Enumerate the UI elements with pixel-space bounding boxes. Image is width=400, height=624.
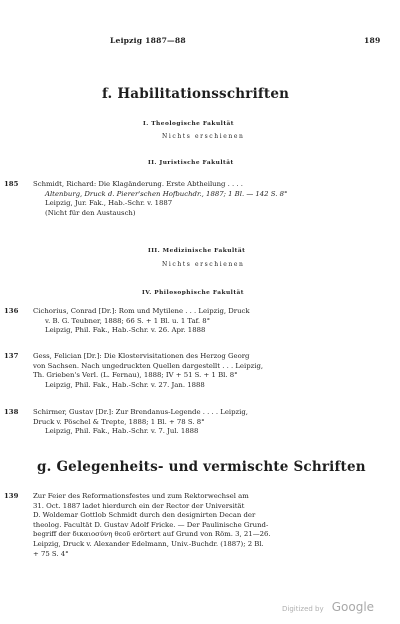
theology-nothing-published: Nichts erschienen <box>162 133 245 140</box>
entry-line: Leipzig, Jur. Fak., Hab.-Schr. v. 1887 <box>45 199 173 208</box>
medicine-nothing-published: Nichts erschienen <box>162 261 245 268</box>
entry-line: v. B. G. Teubner, 1888; 66 S. + 1 Bl. u. 1 Taf. 8° <box>45 316 211 325</box>
section-g-title: g. Gelegenheits- und vermischte Schriften <box>37 459 366 475</box>
faculty-medicine-heading: III. Medizinische Fakultät <box>148 248 246 254</box>
entry-line: theolog. Facultät D. Gustav Adolf Fricke. — Der Paulinische Grund- <box>33 520 269 529</box>
entry-line: Schmidt, Richard: Die Klagänderung. Erste Abtheilung . . . . <box>33 180 243 188</box>
entry-line: von Sachsen. Nach ungedruckten Quellen dargestellt . . . Leipzig, <box>33 361 264 370</box>
section-f-title: f. Habilitationsschriften <box>102 86 290 102</box>
entry-line: begriff der δικαιοσύνη θεοῦ erörtert auf Grund von Röm. 3, 21—26. <box>33 530 271 539</box>
entry-line: Th. Grieben's Verl. (L. Fernau), 1888; IV + 51 S. + 1 Bl. 8° <box>33 371 238 380</box>
entry-number: 185 <box>4 180 19 188</box>
google-logo: Google <box>331 600 375 614</box>
entry-line: Leipzig, Phil. Fak., Hab.-Schr. v. 27. Jan. 1888 <box>45 380 205 389</box>
faculty-law-heading: II. Juristische Fakultät <box>148 160 234 166</box>
entry-number: 136 <box>4 307 19 315</box>
faculty-philosophy-heading: IV. Philosophische Fakultät <box>142 290 244 296</box>
entry-line: + 75 S. 4° <box>33 549 69 558</box>
entry-number: 137 <box>4 352 19 360</box>
page-number: 189 <box>364 36 381 45</box>
entry-number: 139 <box>4 492 19 500</box>
digitized-by-google-watermark <box>282 596 374 615</box>
entry-line: Leipzig, Phil. Fak., Hab.-Schr. v. 7. Jul. 1888 <box>45 427 199 436</box>
entry-line: Zur Feier des Reformationsfestes und zum Rektorwechsel am <box>33 492 249 500</box>
entry-line: D. Woldemar Gottlob Schmidt durch den designirten Decan der <box>33 511 256 520</box>
entry-line: Druck v. Pöschel & Trepte, 1888; 1 Bl. + 78 S. 8° <box>33 417 205 426</box>
entry-number: 138 <box>4 408 19 416</box>
entry-line: Altenburg, Druck d. Pierer'schen Hofbuchdr., 1887; 1 Bl. — 142 S. 8° <box>45 189 288 198</box>
entry-line: Leipzig, Druck v. Alexander Edelmann, Univ.-Buchdr. (1887); 2 Bl. <box>33 539 264 548</box>
entry-line: Schirmer, Gustav [Dr.]: Zur Brendanus-Legende . . . . Leipzig, <box>33 408 248 416</box>
running-header: Leipzig 1887—88 <box>110 36 186 45</box>
entry-line: Gess, Felician [Dr.]: Die Klostervisitationen des Herzog Georg <box>33 352 250 360</box>
entry-line: (Nicht für den Austausch) <box>45 208 136 217</box>
entry-line: Leipzig, Phil. Fak., Hab.-Schr. v. 26. Apr. 1888 <box>45 326 206 335</box>
entry-line: 31. Oct. 1887 ladet hierdurch ein der Rector der Universität <box>33 501 245 510</box>
entry-line: Cichorius, Conrad [Dr.]: Rom und Mytilene . . . Leipzig, Druck <box>33 307 250 315</box>
digitized-by-label: Digitized by <box>282 605 324 613</box>
faculty-theology-heading: I. Theologische Fakultät <box>143 121 234 127</box>
